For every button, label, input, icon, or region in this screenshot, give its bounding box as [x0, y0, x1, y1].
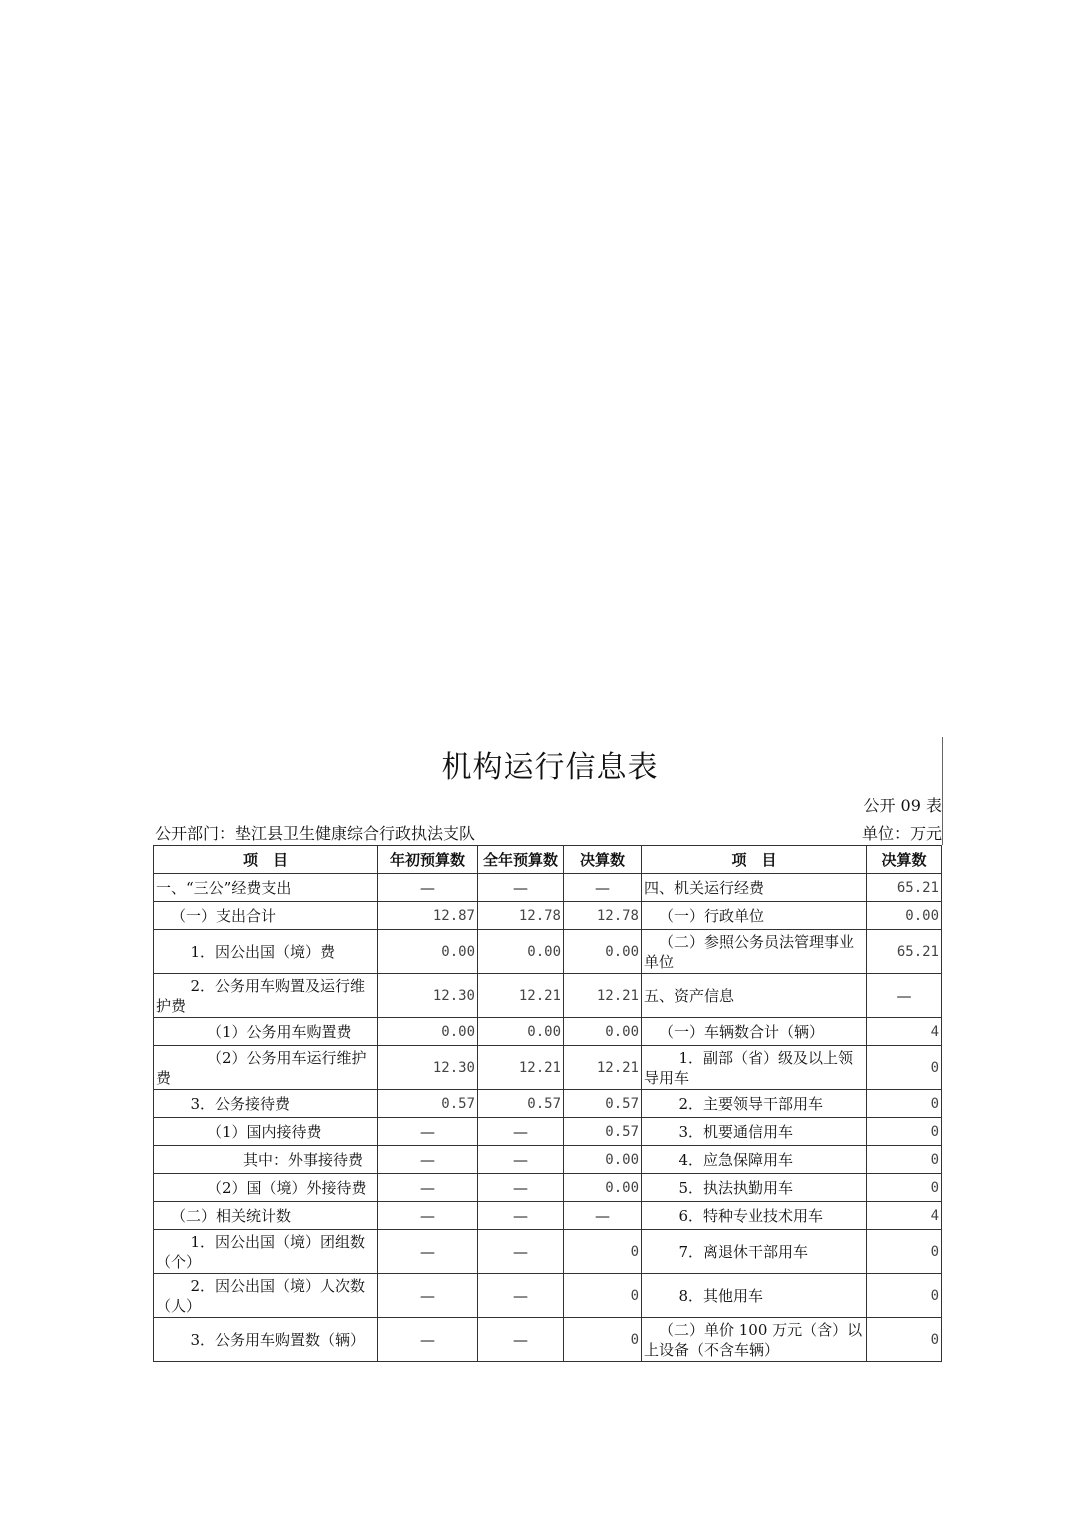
row-final-account-2: —: [867, 974, 942, 1018]
row-full-year-budget: 0.00: [478, 930, 564, 974]
header-initial-budget: 年初预算数: [378, 846, 478, 874]
row-item2-label: 6．特种专业技术用车: [642, 1202, 867, 1230]
row-item-label: 一、“三公”经费支出: [154, 874, 378, 902]
row-final-account-2: 0: [867, 1090, 942, 1118]
table-row: [154, 1318, 942, 1362]
table-row: [154, 1090, 942, 1118]
row-initial-budget: —: [378, 1230, 478, 1274]
row-final-account-2: 65.21: [867, 930, 942, 974]
row-initial-budget: —: [378, 874, 478, 902]
row-full-year-budget: —: [478, 874, 564, 902]
header-full-year-budget: 全年预算数: [478, 846, 564, 874]
row-final-account-2: 0: [867, 1230, 942, 1274]
row-full-year-budget: 0.00: [478, 1018, 564, 1046]
row-item-label: 1．因公出国（境）费: [154, 930, 378, 974]
row-final-account: 0.57: [564, 1118, 642, 1146]
row-initial-budget: 0.00: [378, 1018, 478, 1046]
row-full-year-budget: —: [478, 1146, 564, 1174]
header-final-account-2: 决算数: [867, 846, 942, 874]
table-row: [154, 1230, 942, 1274]
table-row: [154, 1174, 942, 1202]
row-initial-budget: 0.00: [378, 930, 478, 974]
row-final-account: —: [564, 1202, 642, 1230]
info-table: [153, 845, 942, 1362]
department-label: 公开部门：垫江县卫生健康综合行政执法支队: [155, 824, 476, 843]
row-final-account-2: 0: [867, 1046, 942, 1090]
row-final-account: 12.78: [564, 902, 642, 930]
row-final-account-2: 0: [867, 1174, 942, 1202]
row-item2-label: 五、资产信息: [642, 974, 867, 1018]
form-number: 公开 09 表: [863, 796, 942, 815]
row-final-account-2: 0: [867, 1118, 942, 1146]
row-initial-budget: —: [378, 1174, 478, 1202]
row-item2-label: 7．离退休干部用车: [642, 1230, 867, 1274]
row-final-account: 0: [564, 1230, 642, 1274]
row-item2-label: （二）单价 100 万元（含）以上设备（不含车辆）: [642, 1318, 867, 1362]
table-header-row: [154, 846, 942, 874]
row-final-account-2: 4: [867, 1018, 942, 1046]
row-item2-label: 四、机关运行经费: [642, 874, 867, 902]
row-item2-label: （二）参照公务员法管理事业单位: [642, 930, 867, 974]
row-final-account: 0.00: [564, 1146, 642, 1174]
row-item-label: （1）公务用车购置费: [154, 1018, 378, 1046]
row-full-year-budget: —: [478, 1118, 564, 1146]
row-item-label: （一）支出合计: [154, 902, 378, 930]
row-item-label: （1）国内接待费: [154, 1118, 378, 1146]
row-initial-budget: —: [378, 1118, 478, 1146]
row-final-account: 0.00: [564, 1018, 642, 1046]
row-full-year-budget: —: [478, 1230, 564, 1274]
row-item-label: 2．因公出国（境）人次数（人）: [154, 1274, 378, 1318]
row-item2-label: 3．机要通信用车: [642, 1118, 867, 1146]
table-row: [154, 1274, 942, 1318]
row-full-year-budget: 12.78: [478, 902, 564, 930]
row-final-account-2: 0: [867, 1274, 942, 1318]
table-row: [154, 1118, 942, 1146]
row-item-label: （2）国（境）外接待费: [154, 1174, 378, 1202]
row-initial-budget: —: [378, 1274, 478, 1318]
row-final-account: 0.00: [564, 930, 642, 974]
row-final-account: 12.21: [564, 974, 642, 1018]
row-initial-budget: 12.30: [378, 974, 478, 1018]
table-row: [154, 1018, 942, 1046]
row-item2-label: （一）行政单位: [642, 902, 867, 930]
row-item2-label: 8．其他用车: [642, 1274, 867, 1318]
table-row: [154, 1046, 942, 1090]
table-row: [154, 974, 942, 1018]
row-final-account: 0: [564, 1274, 642, 1318]
row-final-account: 0.57: [564, 1090, 642, 1118]
row-item2-label: 4．应急保障用车: [642, 1146, 867, 1174]
table-row: [154, 930, 942, 974]
row-full-year-budget: —: [478, 1318, 564, 1362]
row-full-year-budget: —: [478, 1202, 564, 1230]
row-initial-budget: 12.30: [378, 1046, 478, 1090]
row-final-account: 0: [564, 1318, 642, 1362]
row-final-account-2: 65.21: [867, 874, 942, 902]
header-final-account: 决算数: [564, 846, 642, 874]
page-title: 机构运行信息表: [441, 750, 659, 785]
row-full-year-budget: 12.21: [478, 1046, 564, 1090]
row-item-label: 1．因公出国（境）团组数（个）: [154, 1230, 378, 1274]
header-item: 项 目: [154, 846, 378, 874]
row-full-year-budget: —: [478, 1174, 564, 1202]
row-initial-budget: 12.87: [378, 902, 478, 930]
row-item2-label: 2．主要领导干部用车: [642, 1090, 867, 1118]
row-item-label: 2．公务用车购置及运行维护费: [154, 974, 378, 1018]
row-item2-label: （一）车辆数合计（辆）: [642, 1018, 867, 1046]
unit-label: 单位：万元: [861, 824, 942, 843]
table-row: [154, 874, 942, 902]
row-item-label: 3．公务接待费: [154, 1090, 378, 1118]
row-full-year-budget: 12.21: [478, 974, 564, 1018]
row-final-account: —: [564, 874, 642, 902]
row-item-label: （二）相关统计数: [154, 1202, 378, 1230]
row-item2-label: 1．副部（省）级及以上领导用车: [642, 1046, 867, 1090]
row-item2-label: 5．执法执勤用车: [642, 1174, 867, 1202]
table-row: [154, 1202, 942, 1230]
row-full-year-budget: 0.57: [478, 1090, 564, 1118]
row-final-account-2: 0.00: [867, 902, 942, 930]
header-item-2: 项 目: [642, 846, 867, 874]
row-final-account: 12.21: [564, 1046, 642, 1090]
row-full-year-budget: —: [478, 1274, 564, 1318]
table-row: [154, 1146, 942, 1174]
table-row: [154, 902, 942, 930]
row-item-label: （2）公务用车运行维护费: [154, 1046, 378, 1090]
row-initial-budget: 0.57: [378, 1090, 478, 1118]
row-final-account: 0.00: [564, 1174, 642, 1202]
row-final-account-2: 0: [867, 1146, 942, 1174]
row-item-label: 3．公务用车购置数（辆）: [154, 1318, 378, 1362]
row-initial-budget: —: [378, 1146, 478, 1174]
row-item-label: 其中：外事接待费: [154, 1146, 378, 1174]
row-initial-budget: —: [378, 1318, 478, 1362]
row-initial-budget: —: [378, 1202, 478, 1230]
row-final-account-2: 4: [867, 1202, 942, 1230]
row-final-account-2: 0: [867, 1318, 942, 1362]
